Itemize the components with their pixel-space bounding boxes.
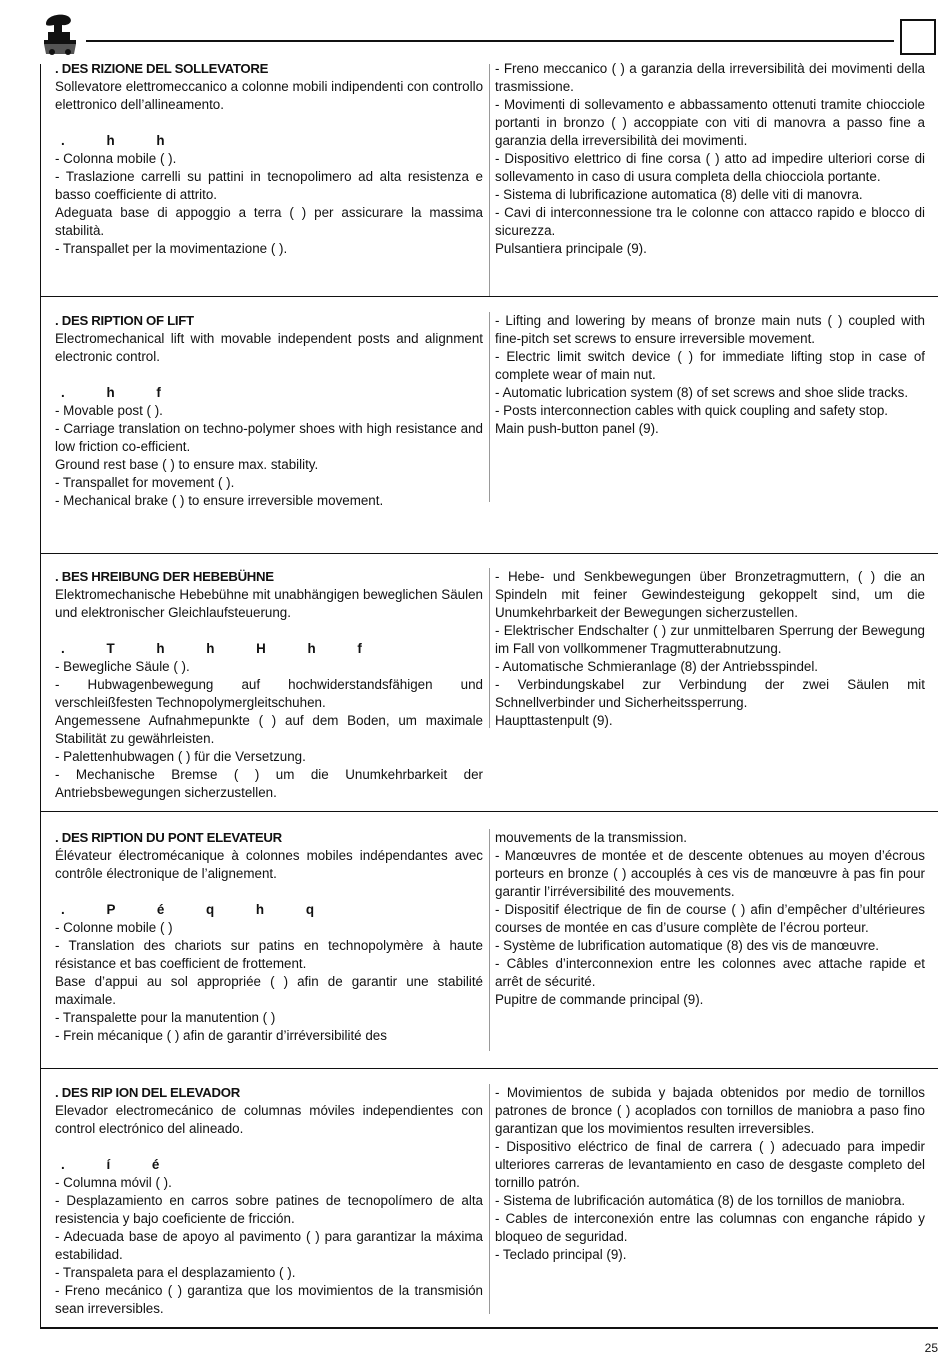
section-left-column: [55, 1084, 483, 1318]
paragraph: Haupttastenpult (9).: [495, 713, 613, 728]
section-right-column: [495, 568, 925, 730]
paragraph: Angemessene Aufnahmepunkte ( ) auf dem Boden, um maximale Stabilität zu gewährleisten.: [55, 713, 483, 746]
paragraph: - Automatic lubrication system (8) of set screws and shoe slide tracks.: [495, 385, 909, 400]
paragraph: - Dispositif électrique de fin de course ( ) afin d’empêcher d’ultérieures courses de montée en cas d’usure complète de l’écrou porteur.: [495, 902, 925, 935]
paragraph: - Transpalette pour la manutention ( ): [55, 1010, 276, 1025]
paragraph: - Colonne mobile ( ): [55, 920, 173, 935]
paragraph: - Cables de interconexión entre las columnas con enganche rápido y bloqueo de seguridad.: [495, 1211, 925, 1244]
paragraph: - Elektrischer Endschalter ( ) zur unmittelbaren Sperrung der Bewegung im Fall von vollkommener Tragmutterabnutzung.: [495, 623, 925, 656]
section-right-column: [495, 60, 925, 258]
frame-left-rule: [40, 64, 41, 1328]
column-divider: [489, 312, 490, 502]
section-divider: [40, 811, 938, 812]
paragraph: - Hebe- und Senkbewegungen über Bronzetragmuttern, ( ) die an Spindeln mit feiner Gewindesteigung gekoppelt sind, um die Unumkehrbarkeit der Bewegungen sicherzustellen.: [495, 569, 925, 620]
section-title: . DES RIZIONE DEL SOLLEVATORE: [55, 61, 269, 76]
column-divider: [489, 64, 490, 296]
paragraph: - Sistema de lubrificación automática (8) de los tornillos de maniobra.: [495, 1193, 906, 1208]
page-number: 25: [924, 1341, 938, 1355]
paragraph: - Système de lubrification automatique (8) des vis de manœuvre.: [495, 938, 880, 953]
paragraph: - Automatische Schmieranlage (8) der Antriebsspindel.: [495, 659, 819, 674]
paragraph: - Transpallet for movement ( ).: [55, 475, 235, 490]
paragraph: - Movimenti di sollevamento e abbassamento ottenuti tramite chiocciole portanti in bronzo ( ) accoppiate con viti di manovra a passo fine a garanzia della irreversibilità dei movimenti.: [495, 97, 925, 148]
column-divider: [489, 568, 490, 728]
subheading: . P é q h q: [61, 902, 314, 917]
subheading: . h f: [61, 385, 161, 400]
paragraph: - Columna móvil ( ).: [55, 1175, 172, 1190]
paragraph: - Palettenhubwagen ( ) für die Versetzung.: [55, 749, 306, 764]
section-right-column: [495, 1084, 925, 1264]
paragraph: - Manœuvres de montée et de descente obtenues au moyen d’écrous porteurs en bronze ( ) accouplés à ces vis de manœuvre à pas fin pour garantir l’irréversibilité des mouvements.: [495, 848, 925, 899]
paragraph: - Mechanical brake ( ) to ensure irreversible movement.: [55, 493, 384, 508]
section-divider: [40, 1068, 938, 1069]
paragraph: - Frein mécanique ( ) afin de garantir d’irréversibilité des: [55, 1028, 387, 1043]
section-left-column: [55, 568, 483, 802]
section-divider: [40, 553, 938, 554]
brand-logo-icon: [40, 10, 80, 58]
section-right-column: [495, 829, 925, 1009]
paragraph: Base d’appui au sol appropriée ( ) afin de garantir une stabilité maximale.: [55, 974, 483, 1007]
paragraph: Adeguata base di appoggio a terra ( ) per assicurare la massima stabilità.: [55, 205, 483, 238]
paragraph: - Colonna mobile ( ).: [55, 151, 177, 166]
section-title: . DES RIP ION DEL ELEVADOR: [55, 1085, 240, 1100]
paragraph: Elevador electromecánico de columnas móviles independientes con control electrónico del alineado.: [55, 1103, 483, 1136]
paragraph: - Posts interconnection cables with quick coupling and safety stop.: [495, 403, 889, 418]
subheading: . T h h H h f: [61, 641, 362, 656]
paragraph: - Mechanische Bremse ( ) um die Unumkehrbarkeit der Antriebsbewegungen sicherzustellen.: [55, 767, 483, 800]
section-title: . DES RIPTION OF LIFT: [55, 313, 194, 328]
section-left-column: [55, 829, 483, 1045]
column-divider: [489, 1084, 490, 1314]
subheading: . í é: [61, 1157, 160, 1172]
paragraph: - Dispositivo elettrico di fine corsa ( ) atto ad impedire ulteriori corse di sollevamento in caso di usura completa della chiocciola portante.: [495, 151, 925, 184]
paragraph: Élévateur électromécanique à colonnes mobiles indépendantes avec contrôle électronique de l’alignement.: [55, 848, 483, 881]
paragraph: - Electric limit switch device ( ) for immediate lifting stop in case of complete wear of main nut.: [495, 349, 925, 382]
subheading: . h h: [61, 133, 165, 148]
paragraph: Pupitre de commande principal (9).: [495, 992, 704, 1007]
section-left-column: [55, 60, 483, 258]
paragraph: Pulsantiera principale (9).: [495, 241, 647, 256]
paragraph: Main push-button panel (9).: [495, 421, 659, 436]
section-title: . BES HREIBUNG DER HEBEBÜHNE: [55, 569, 274, 584]
paragraph: - Movimientos de subida y bajada obtenidos por medio de tornillos patrones de bronce ( ) acoplados con tornillos de maniobra a paso fino garantizan que los movimientos resulten irreversibles.: [495, 1085, 925, 1136]
paragraph: - Verbindungskabel zur Verbindung der zwei Säulen mit Schnellverbinder und Sicherheitssperrung.: [495, 677, 925, 710]
paragraph: Elektromechanische Hebebühne mit unabhängigen beweglichen Säulen und elektronischer Gleichlaufsteuerung.: [55, 587, 483, 620]
paragraph: Sollevatore elettromeccanico a colonne mobili indipendenti con controllo elettronico dell’allineamento.: [55, 79, 484, 112]
paragraph: - Traslazione carrelli su pattini in tecnopolimero ad alta resistenza e basso coefficiente di attrito.: [55, 169, 483, 202]
section-divider: [40, 296, 938, 297]
frame-bottom-rule: [40, 1327, 938, 1329]
paragraph: Ground rest base ( ) to ensure max. stability.: [55, 457, 319, 472]
paragraph: - Hubwagenbewegung auf hochwiderstandsfähigen und verschleißfesten Technopolymergleitschuhen.: [55, 677, 483, 710]
section-left-column: [55, 312, 483, 510]
paragraph: - Cavi di interconnessione tra le colonne con attacco rapido e blocco di sicurezza.: [495, 205, 925, 238]
paragraph: - Freno mecánico ( ) garantiza que los movimientos de la transmisión sean irreversibles.: [55, 1283, 483, 1316]
column-divider: [489, 829, 490, 1051]
paragraph: - Movable post ( ).: [55, 403, 163, 418]
page-box: [900, 19, 936, 55]
paragraph: - Teclado principal (9).: [495, 1247, 627, 1262]
paragraph: Electromechanical lift with movable independent posts and alignment electronic control.: [55, 331, 483, 364]
paragraph: - Adecuada base de apoyo al pavimento ( ) para garantizar la máxima estabilidad.: [55, 1229, 483, 1262]
paragraph: - Transpaleta para el desplazamiento ( ).: [55, 1265, 296, 1280]
section-title: . DES RIPTION DU PONT ELEVATEUR: [55, 830, 282, 845]
paragraph: - Desplazamiento en carros sobre patines de tecnopolímero de alta resistencia y bajo coeficiente de fricción.: [55, 1193, 483, 1226]
header-rule: [86, 40, 894, 42]
paragraph: - Transpallet per la movimentazione ( ).: [55, 241, 288, 256]
paragraph: - Sistema di lubrificazione automatica (8) delle viti di manovra.: [495, 187, 863, 202]
paragraph: - Bewegliche Säule ( ).: [55, 659, 190, 674]
paragraph: - Câbles d’interconnexion entre les colonnes avec attache rapide et arrêt de sécurité.: [495, 956, 925, 989]
paragraph: mouvements de la transmission.: [495, 830, 688, 845]
paragraph: - Dispositivo eléctrico de final de carrera ( ) adecuado para impedir ulteriores carreras de levantamiento en caso de desgaste completo del tornillo patrón.: [495, 1139, 925, 1190]
section-right-column: [495, 312, 925, 438]
paragraph: - Carriage translation on techno-polymer shoes with high resistance and low friction co-efficient.: [55, 421, 483, 454]
paragraph: - Lifting and lowering by means of bronze main nuts ( ) coupled with fine-pitch set screws to ensure irreversible movement.: [495, 313, 925, 346]
paragraph: - Freno meccanico ( ) a garanzia della irreversibilità dei movimenti della trasmissione.: [495, 61, 925, 94]
paragraph: - Translation des chariots sur patins en technopolymère à haute résistance et bas coefficient de frottement.: [55, 938, 483, 971]
